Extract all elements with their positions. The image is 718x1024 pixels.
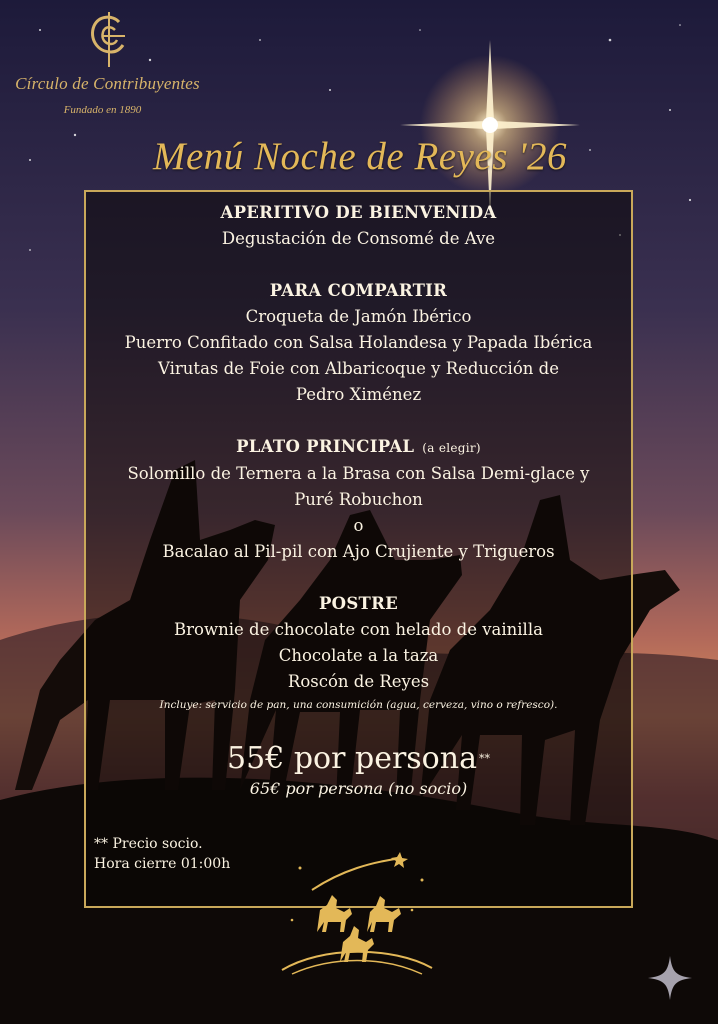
section-title: PARA COMPARTIR xyxy=(269,281,448,300)
menu-item: Roscón de Reyes xyxy=(287,672,430,691)
price-asterisks: ** xyxy=(478,752,490,765)
section-postre xyxy=(84,591,633,695)
footnotes xyxy=(94,834,230,874)
section-principal xyxy=(84,434,633,565)
three-kings-emblem-icon xyxy=(272,850,442,980)
menu-item: Degustación de Consomé de Ave xyxy=(221,229,496,248)
club-founded: Fundado en 1890 xyxy=(63,104,142,116)
section-title-text: PLATO PRINCIPAL xyxy=(236,437,415,456)
sparkle-icon xyxy=(646,954,694,1002)
menu-item: Virutas de Foie con Albaricoque y Reducción de xyxy=(158,359,559,378)
monogram-icon xyxy=(85,12,130,67)
menu-item: Puré Robuchon xyxy=(294,490,423,509)
section-title: POSTRE xyxy=(318,594,399,613)
menu-item: Solomillo de Ternera a la Brasa con Salsa Demi-glace y xyxy=(127,464,590,483)
menu-item-or: o xyxy=(353,516,364,535)
price-non-member: 65€ por persona (no socio) xyxy=(249,779,468,798)
menu-item: Brownie de chocolate con helado de vainilla xyxy=(174,620,543,639)
section-compartir xyxy=(84,278,633,408)
page-title: Menú Noche de Reyes '26 xyxy=(152,135,567,178)
price-block xyxy=(84,740,633,800)
menu-item: Puerro Confitado con Salsa Holandesa y Papada Ibérica xyxy=(124,333,593,352)
section-aperitivo xyxy=(84,200,633,252)
menu-item: Croqueta de Jamón Ibérico xyxy=(245,307,472,326)
footnote-closing: Hora cierre 01:00h xyxy=(94,856,231,872)
includes-note: Incluye: servicio de pan, una consumición (agua, cerveza, vino o refresco). xyxy=(159,699,558,711)
price-member xyxy=(84,740,633,778)
menu-item: Chocolate a la taza xyxy=(278,646,439,665)
section-title xyxy=(84,434,633,461)
menu-item: Pedro Ximénez xyxy=(295,385,422,404)
section-title: APERITIVO DE BIENVENIDA xyxy=(220,203,497,222)
section-note: (a elegir) xyxy=(422,441,481,455)
club-name: Círculo de Contribuyentes xyxy=(15,74,200,93)
price-member-text: 55€ por persona xyxy=(227,741,477,776)
footnote-price: ** Precio socio. xyxy=(94,836,203,852)
menu-content xyxy=(84,200,633,713)
menu-item: Bacalao al Pil-pil con Ajo Crujiente y Trigueros xyxy=(162,542,555,561)
